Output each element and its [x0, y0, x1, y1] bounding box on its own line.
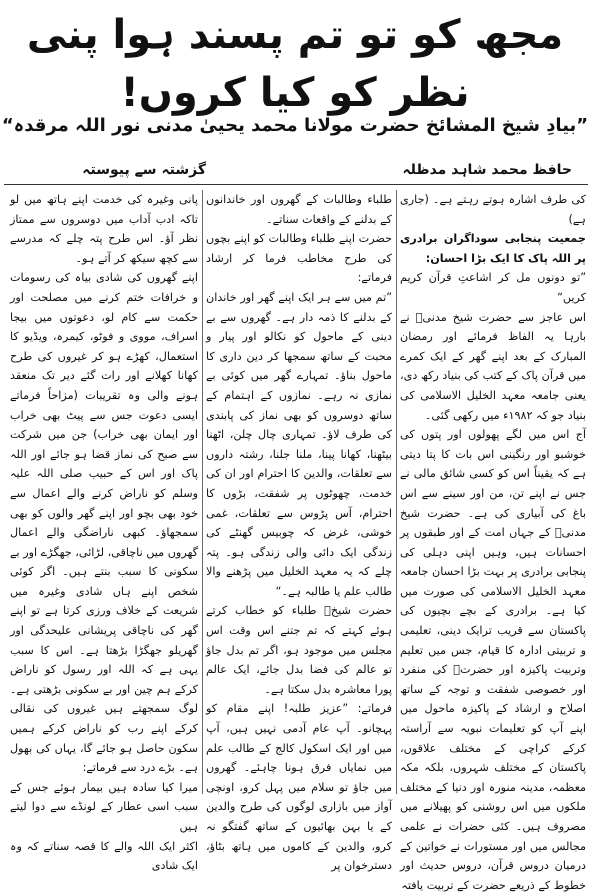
quote: ”تم میں سے ہر ایک اپنے گھر اور خاندان کے بدلنے کا ذمہ دار ہے۔ گھروں سے بے دینی کے ماحول کو نکالو اور پیار و محبت کے ساتھ سمجھا کر دین داری کا ماحول بناؤ۔ تمہارے گھر میں کوئی بے نمازی نہ رہے۔ نمازوں کے اہتمام کے ساتھ دوسروں کو بھی نماز کی پابندی کی طرف لاؤ۔ تمہاری چال چلن، اٹھنا بیٹھنا، کھانا پینا، ملنا جلنا، رشتہ داروں سے تعلقات، والدین کا احترام اور ان کی خدمت، چھوٹوں پر شفقت، بڑوں کا احترام، آس پڑوس سے تعلقات، غمی خوشی، غرض کہ چوبیس گھنٹے کی زندگی ایک دائی والی زندگی ہو۔ پتہ چلے کہ یہ معہد الخلیل میں پڑھنے والا طالب علم یا طالبہ ہے۔“ — [206, 290, 392, 598]
paragraph: اکثر ایک اللہ والے کا قصہ سناتے کہ وہ ایک شادی — [10, 839, 198, 873]
paragraph: طلباء وطالبات کے گھروں اور خاندانوں کے بدلنے کے واقعات سناتے۔ — [206, 193, 392, 226]
continued-label: گزشتہ سے پیوستہ — [82, 162, 206, 178]
article-column-3 — [10, 190, 198, 873]
author-byline: حافظ محمد شاہد مدظلہ — [402, 162, 572, 178]
headline: مجھ کو تو تم پسند ہوا پنی نظر کو کیا کروں! — [26, 12, 564, 116]
column-divider — [202, 190, 203, 794]
column-divider — [396, 190, 397, 794]
paragraph: آج اس میں لگے پھولوں اور پتوں کی خوشبو اور رنگینی اس بات کا پتا دیتی ہے کہ یقیناً اس کو کسی شائق مالی نے جس نے اپنے تن، من اور سینے سے اس باغ کی آبیاری کی ہے۔ حضرت شیخ مدنیؒ کے جہاں امت کے اور طبقوں پر احسانات ہیں، وہیں اپنی دہلی کی پنجابی برادری پر بہت بڑا احسان جامعہ معہد الخلیل الاسلامی کی صورت میں کیا ہے۔ برادری کے بچے بچیوں کی پاکستان سے قریب ترایک دینی، تعلیمی و تربیتی ادارہ کا قیام، جس میں تعلیم وتربیت پاکیزہ اور حضرتؒ کی منفرد اور خصوصی شفقت و توجہ کے ساتھ اصلاح و ارشاد کے پاکیزہ ماحول میں اپنے آپ کو تعلیمات نبویہ سے آراستہ کرکے کراچی کے مختلف علاقوں، پاکستان کے مختلف شہروں، بلکہ مکہ معظمہ، مدینہ منورہ اور دنیا کے مختلف ملکوں میں اس روشنی کو پھیلانے میں مصروف ہیں۔ کئی حضرات نے علمی مجالس میں اور مستورات نے خواتین کے درمیان دروس قرآن، دروس حدیث اور خطوط کے ذریعے حضرت کے تربیت یافتہ — [400, 428, 586, 892]
paragraph: کی طرف اشارہ ہوتے رہتے ہے۔ (جاری ہے) — [400, 193, 586, 226]
paragraph: حضرت شیخؒ طلباء کو خطاب کرتے ہوئے کہتے کہ تم جتنے اس وقت اس مجلس میں موجود ہو، اگر تم بدل جاؤ تو عالم کی فضا بدل جائے، ایک عالم پورا معاشرہ بدل سکتا ہے۔ — [206, 604, 392, 696]
paragraph: اپنے گھروں کی شادی بیاہ کی رسومات و خرافات ختم کرنے میں مصلحت اور حکمت سے کام لو، دعوتوں میں بیجا اسراف، مووی و فوٹو، کیمرہ، ویڈیو کا استعمال، کھڑے ہو کر غیروں کی طرح کھانا کھلانے اور رات گئے دیر تک منعقد ہونے والی وہ تقریبات (مزاحاً فرماتے ایسی دعوت جس سے پیٹ بھی خراب اور ایمان بھی خراب) جن میں شرکت سے صبح کی نماز قضا ہو جائے اور اللہ پاک اور اس کے حبیب صلی اللہ علیہ وسلم کو ناراض کرنے والے اعمال سے خود بھی بچو اور اپنے گھر والوں کو بھی سمجھاؤ۔ کبھی ناراضگی والے اعمال گھروں میں ناچاقی، لڑائی، جھگڑے اور بے سکونی کا سبب بنتے ہیں۔ اگر کوئی شخص اپنے ہاں شادی وغیرہ میں شریعت کے خلاف ورزی کرتا ہے تو اپنے گھر کی ناچاقی پریشانی علیحدگی اور گھریلو جھگڑا بڑھتا ہے۔ اس کا سبب یہی ہے کہ اللہ اور رسول کو ناراض کرکے ہم چین اور بے سکونی بڑھتی ہے۔ لوگ سمجھتے ہیں غیروں کی نقالی کرکے اپنے رب کو ناراض کرکے ہمیں سکون حاصل ہو جائے گا، یہاں کی بھول ہے۔ بڑے درد سے فرماتے: — [10, 271, 198, 775]
verse: میرا کیا سادہ ہیں بیمار ہوئے جس کے سبب اسی عطار کے لونڈے سے دوا لیتے ہیں — [10, 780, 198, 833]
article-column-2 — [206, 190, 392, 873]
header-rule — [4, 184, 588, 185]
article-column-1 — [400, 190, 586, 892]
paragraph: فرماتے: ”عزیز طلبہ! اپنے مقام کو پہچانو۔ آپ عام آدمی نہیں ہیں، آپ میں اور ایک اسکول کالج کے طالب علم میں نمایاں فرق ہونا چاہئے۔ گھروں میں جاؤ تو سلام میں پہل کرو، اونچی آواز میں بازاری لوگوں کی طرح والدین کے یا بہن بھائیوں کے ساتھ گفتگو نہ کرو، والدین کے کاموں میں ہاتھ بٹاؤ، دسترخوان پر — [206, 702, 392, 873]
section-heading: جمعیت پنجابی سوداگران برادری پر اللہ پاک کا ایک بڑا احسان: — [400, 232, 586, 265]
subtitle: ”بیادِ شیخ المشائخ حضرت مولانا محمد یحییٰ مدنی نور اللہ مرقدہ“ — [1, 115, 589, 136]
paragraph: اس عاجز سے حضرت شیخ مدنیؒ نے بارہا یہ الفاظ فرمائے اور رمضان المبارک کے بعد اپنے گھر کے ایک کمرے میں قرآن پاک کے کتب کی بنیاد رکھ دی، یعنی جامعہ معہد الخلیل الاسلامی کی بنیاد جو کہ ۱۹۸۲ء میں رکھی گئی۔ — [400, 310, 586, 422]
paragraph: حضرت اپنے طلباء وطالبات کو اپنے بچوں کی طرح مخاطب فرما کر ارشاد فرماتے: — [206, 232, 392, 285]
quote: ”تو دونوں مل کر اشاعتِ قرآن کریم کریں“ — [400, 271, 586, 304]
paragraph: پانی وغیرہ کی خدمت اپنے ہاتھ میں لو تاکہ ادب آداب میں دوسروں سے ممتاز نظر آؤ۔ اس طرح پتہ چلے کہ مدرسے سے کچھ سیکھ کر آتے ہو۔ — [10, 193, 198, 265]
